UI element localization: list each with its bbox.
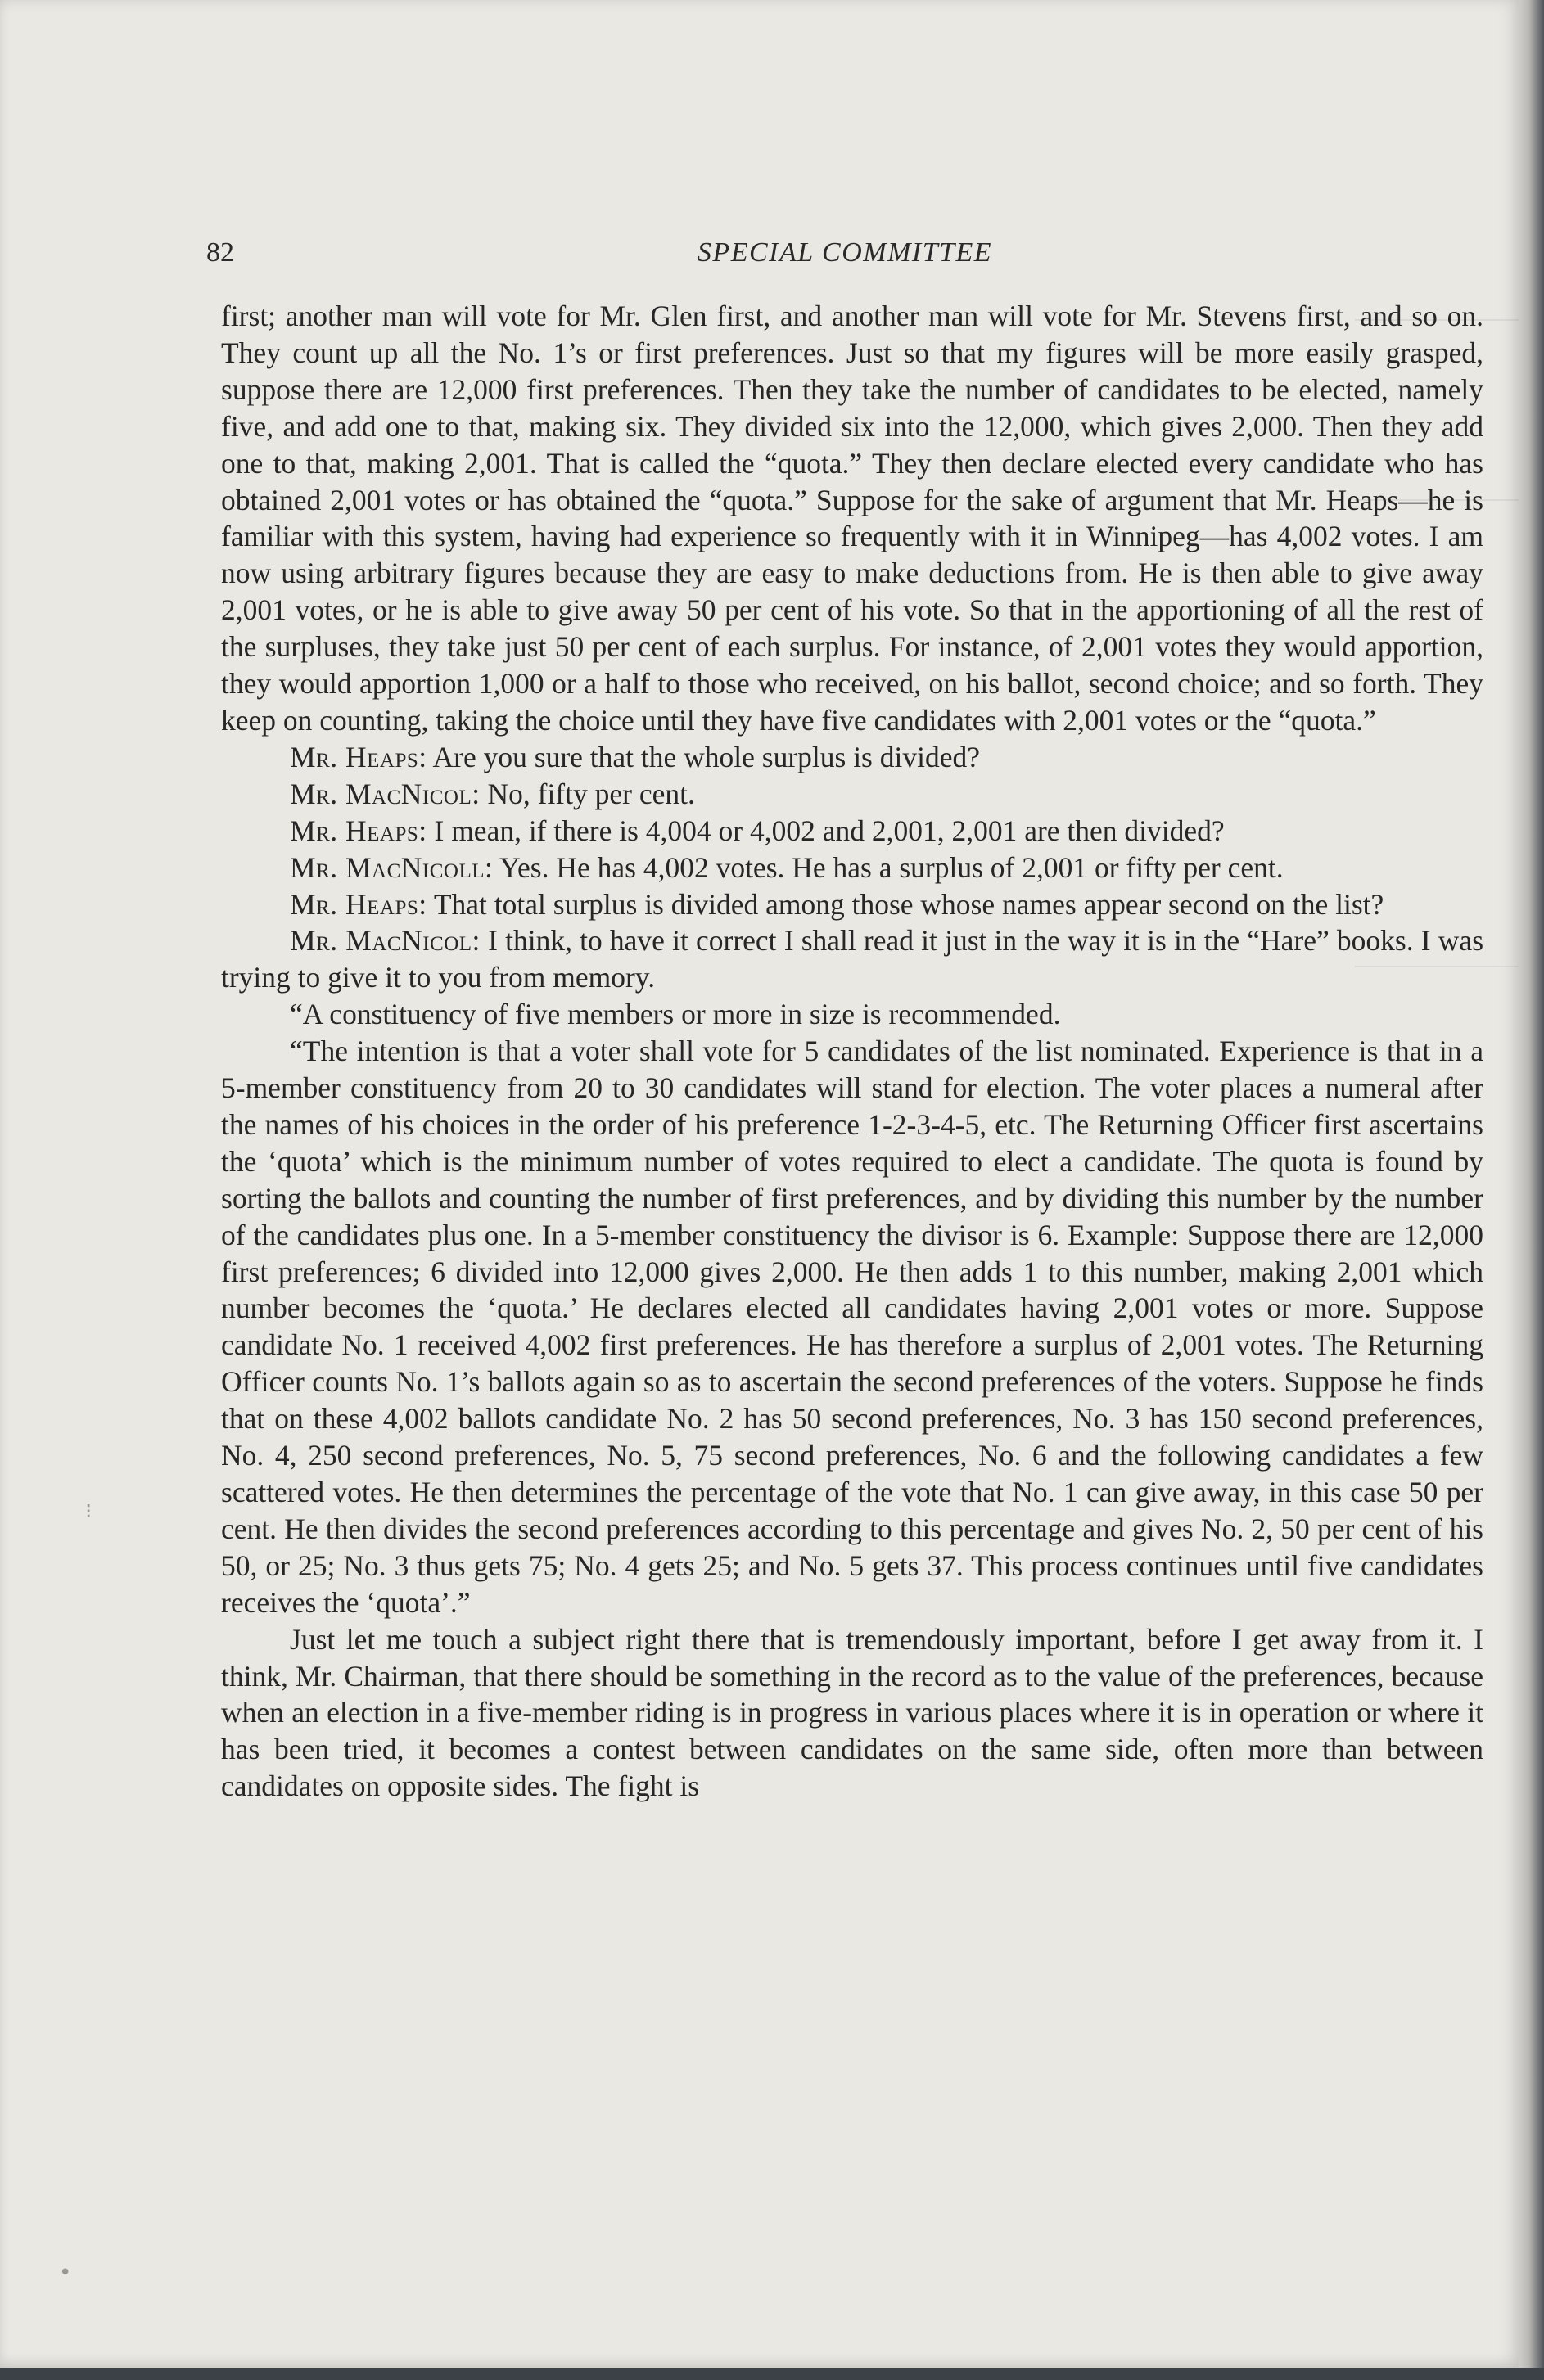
speaker-paragraph (221, 922, 1483, 996)
speaker-name: Mr. Heaps: (290, 740, 427, 773)
paragraph-text: first; another man will vote for Mr. Glen first, and another man will vote for Mr. Stevens first, and so on. They count up all the No. 1’s or first preferences. Just so that my figures will be more easily grasped, suppose there are 12,000 first preferences. Then they take the number of candidates to be elected, namely five, and add one to that, making six. They divided six into the 12,000, which gives 2,000. Then they add one to that, making 2,001. That is called the “quota.” They then declare elected every candidate who has obtained 2,001 votes or has obtained the “quota.” Suppose for the sake of argument that Mr. Heaps—he is familiar with this system, having had experience so frequently with it in Winnipeg—has 4,002 votes. I am now using arbitrary figures because they are easy to make deductions from. He is then able to give away 2,001 votes, or he is able to give away 50 per cent of his vote. So that in the apportioning of all the rest of the surpluses, they take just 50 per cent of each surplus. For instance, of 2,001 votes they would apportion, they would apportion 1,000 or a half to those who received, on his ballot, second choice; and so forth. They keep on counting, taking the choice until they have five candidates with 2,001 votes or the “quota.” (221, 300, 1483, 737)
speaker-paragraph (221, 813, 1483, 850)
paragraph (221, 298, 1483, 739)
margin-dot: • (59, 2261, 72, 2285)
body-text (221, 298, 1483, 1805)
speaker-name: Mr. Heaps: (290, 887, 427, 921)
paragraph-text: Yes. He has 4,002 votes. He has a surplus of 2,001 or fifty per cent. (493, 850, 1284, 884)
paragraph-text: I mean, if there is 4,004 or 4,002 and 2,001, 2,001 are then divided? (427, 814, 1225, 847)
paragraph-text: “A constituency of five members or more in size is recommended. (290, 998, 1061, 1031)
page-right-edge (1519, 0, 1544, 2380)
paragraph-text: “The intention is that a voter shall vote for 5 candidates of the list nominated. Experience is that in a 5-member constituency from 20 to 30 candidates will stand for election. The voter places a numeral after the names of his choices in the order of his preference 1-2-3-4-5, etc. The Returning Officer first ascertains the ‘quota’ which is the minimum number of votes required to elect a candidate. The quota is found by sorting the ballots and counting the number of first preferences, and by dividing this number by the number of the candidates plus one. In a 5-member constituency the divisor is 6. Example: Suppose there are 12,000 first preferences; 6 divided into 12,000 gives 2,000. He then adds 1 to this number, making 2,001 which number becomes the ‘quota.’ He declares elected all candidates having 2,001 votes or more. Suppose candidate No. 1 received 4,002 first preferences. He has therefore a surplus of 2,001 votes. The Returning Officer counts No. 1’s ballots again so as to ascertain the second preferences of the voters. Suppose he finds that on these 4,002 ballots candidate No. 2 has 50 second preferences, No. 3 has 150 second preferences, No. 4, 250 second preferences, No. 5, 75 second preferences, No. 6 and the following candidates a few scattered votes. He then determines the percentage of the vote that No. 1 can give away, in this case 50 per cent. He then divides the second preferences according to this percentage and gives No. 2, 50 per cent of his 50, or 25; No. 3 thus gets 75; No. 4 gets 25; and No. 5 gets 37. This process continues until five candidates receives the ‘quota’.” (221, 1034, 1483, 1619)
speaker-paragraph (221, 776, 1483, 813)
speaker-name: Mr. MacNicoll: (290, 850, 494, 884)
margin-mark: ⁝ (85, 1499, 93, 1524)
paragraph-text: That total surplus is divided among those whose names appear second on the list? (427, 887, 1384, 921)
paragraph-text: I think, to have it correct I shall read it just in the way it is in the “Hare” books. I was trying to give it to you from memory. (221, 924, 1484, 994)
speaker-paragraph (221, 886, 1483, 923)
page-number: 82 (206, 237, 234, 268)
paragraph (221, 996, 1483, 1033)
paragraph (221, 1033, 1483, 1621)
page-bottom-edge (0, 2368, 1544, 2380)
paragraph-text: Just let me touch a subject right there that is tremendously important, before I get away from it. I think, Mr. Chairman, that there should be something in the record as to the value of the preferences, because when an election in a five-member riding is in progress in various places where it is in operation or where it has been tried, it becomes a contest between candidates on the same side, often more than between candidates on opposite sides. The fight is (221, 1622, 1483, 1803)
paragraph (221, 1621, 1483, 1805)
page-header (206, 237, 1483, 278)
speaker-name: Mr. Heaps: (290, 814, 427, 847)
speaker-name: Mr. MacNicol: (290, 777, 481, 810)
paragraph-text: No, fifty per cent. (480, 777, 695, 810)
running-head: SPECIAL COMMITTEE (697, 237, 993, 268)
paragraph-text: Are you sure that the whole surplus is divided? (427, 740, 980, 773)
speaker-name: Mr. MacNicol: (290, 924, 481, 958)
speaker-paragraph (221, 850, 1483, 886)
speaker-paragraph (221, 739, 1483, 776)
